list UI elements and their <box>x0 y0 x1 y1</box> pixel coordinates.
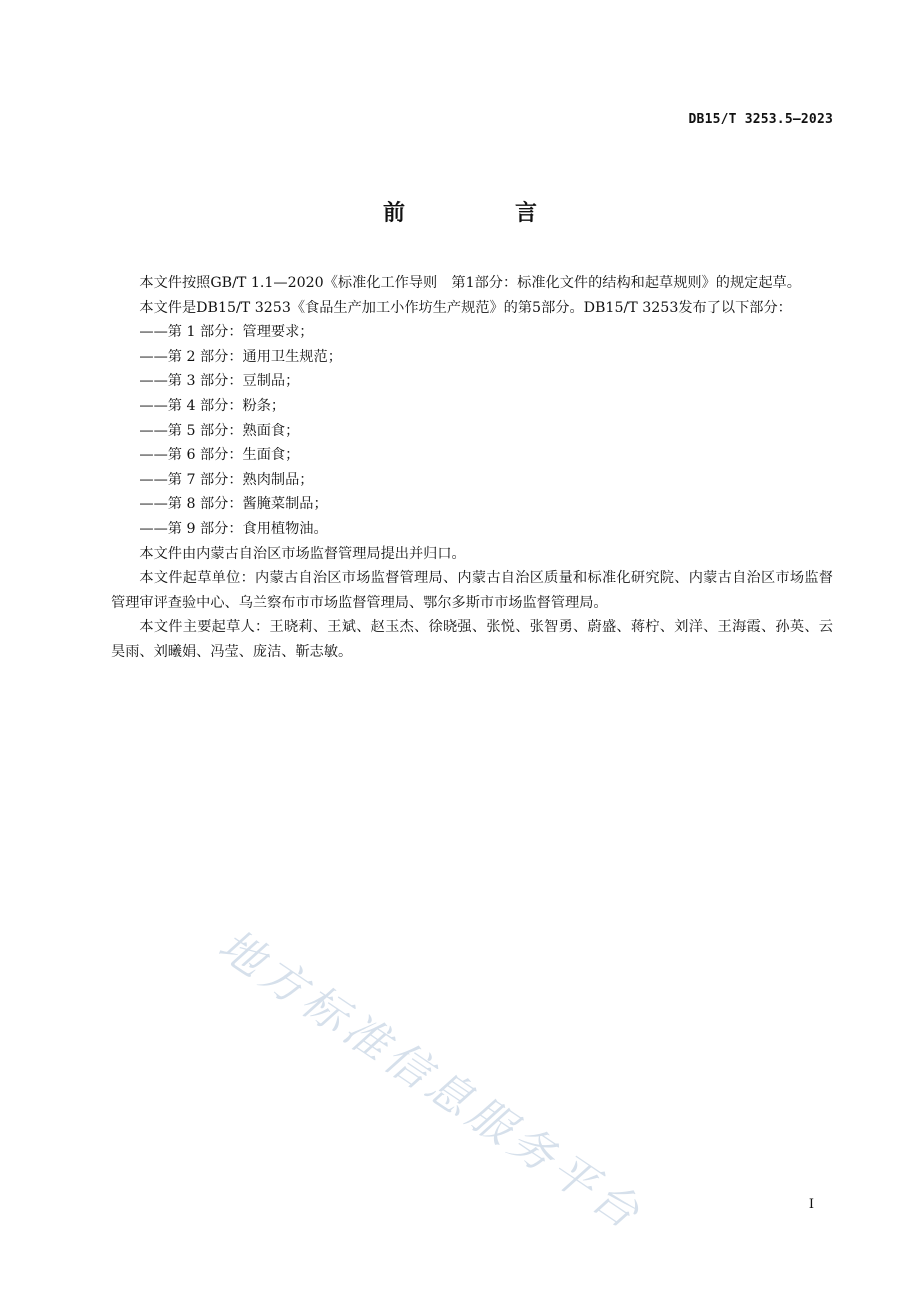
list-item-part-5: ——第 5 部分：熟面食； <box>139 422 300 439</box>
list-item-part-4: ——第 4 部分：粉条； <box>139 397 286 414</box>
paragraph-drafting-units: 本文件起草单位：内蒙古自治区市场监督管理局、内蒙古自治区质量和标准化研究院、内蒙古自治区市场监督管理审评查验中心、乌兰察布市市场监督管理局、鄂尔多斯市市场监督管理局。 <box>111 570 833 611</box>
list-item-part-8: ——第 8 部分：酱腌菜制品； <box>139 496 328 513</box>
list-item-part-2: ——第 2 部分：通用卫生规范； <box>139 348 342 365</box>
paragraph-proposer: 本文件由内蒙古自治区市场监督管理局提出并归口。 <box>139 545 466 562</box>
foreword-body <box>111 271 833 665</box>
list-item-part-9: ——第 9 部分：食用植物油。 <box>139 520 328 537</box>
watermark: 地方标准信息服务平台 <box>209 919 653 1242</box>
list-item-part-7: ——第 7 部分：熟肉制品； <box>139 471 314 488</box>
page-number: I <box>808 1197 814 1212</box>
list-item-part-6: ——第 6 部分：生面食； <box>139 447 300 464</box>
list-item-part-1: ——第 1 部分：管理要求； <box>139 324 314 341</box>
paragraph-drafting-rules: 本文件按照GB/T 1.1—2020《标准化工作导则 第1部分：标准化文件的结构和起草规则》的规定起草。 <box>139 275 801 291</box>
standard-code: DB15/T 3253.5—2023 <box>688 112 833 127</box>
page-title: 前 言 <box>382 201 581 226</box>
paragraph-drafters: 本文件主要起草人：王晓莉、王斌、赵玉杰、徐晓强、张悦、张智勇、蔚盛、蒋柠、刘洋、王海霞、孙英、云昊雨、刘曦娟、冯莹、庞洁、靳志敏。 <box>111 619 833 660</box>
paragraph-series-info: 本文件是DB15/T 3253《食品生产加工小作坊生产规范》的第5部分。DB15/T 3253发布了以下部分： <box>139 299 792 316</box>
list-item-part-3: ——第 3 部分：豆制品； <box>139 373 300 390</box>
